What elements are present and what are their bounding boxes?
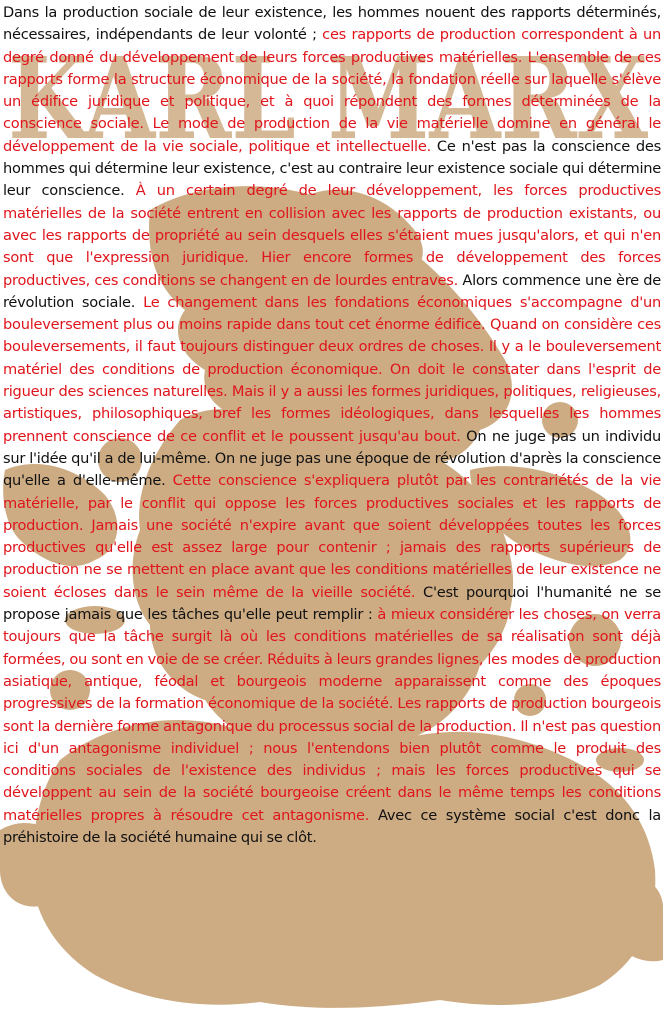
text-segment-red: Le changement dans les fondations économiques s'accompagne d'un bouleversement plus ou moins rapide dans tout cet énorme édifice. Quand on considère ces bouleversements, il faut toujours distinguer deux ordres de choses. Il y a le bouleversement matériel des conditions de production économique. On doit le constater dans l'esprit de rigueur des sciences naturelles. Mais il y a aussi les formes juridiques, politiques, religieuses, artistiques, philosophiques, bref les formes idéologiques, dans lesquelles les hommes prennent conscience de ce conflit et le poussent jusqu'au bout. — [3, 293, 661, 445]
watermark-wordmark: KARL MARX — [8, 34, 649, 165]
text-segment-red: À un certain degré de leur développement, les forces productives matérielles de la société entrent en collision avec les rapports de production existants, ou avec les rapports de propriété au sein desquels elles s'étaient mues jusqu'alors, et qui n'en sont que l'expression juridique. Hier encore formes de développement des forces productives, ces conditions se changent en de lourdes entraves. — [3, 182, 661, 289]
text-segment-black: C'est pourquoi l'humanité ne se propose jamais que les tâches qu'elle peut remplir : — [3, 583, 661, 624]
text-segment-black: Ce n'est pas la conscience des hommes qui détermine leur existence, c'est au contraire leur existence sociale qui détermine leur conscience. — [3, 137, 661, 200]
text-segment-red: ces rapports de production correspondent à un degré donné du développement de leurs forces productives matérielles. L'ensemble de ces rapports forme la structure économique de la société, la fondation réelle sur laquelle s'élève un édifice juridique et politique, et à quoi répondent des formes déterminées de la conscience sociale. Le mode de production de la vie matérielle domine en général le développement de la vie sociale, politique et intellectuelle. — [3, 26, 661, 155]
manifesto-text — [3, 2, 661, 849]
text-segment-red: à mieux considérer les choses, on verra toujours que la tâche surgit là où les conditions matérielles de sa réalisation sont déjà formées, ou sont en voie de se créer. Réduits à leurs grandes lignes, les modes de production asiatique, antique, féodal et bourgeois moderne apparaissent comme des époques progressives de la formation économique de la société. Les rapports de production bourgeois sont la dernière forme antagonique du processus social de la production. Il n'est pas question ici d'un antagonisme individuel ; nous l'entendons bien plutôt comme le produit des conditions sociales de l'existence des individus ; mais les forces productives qui se développent au sein de la société bourgeoise créent dans le même temps les conditions matérielles propres à résoudre cet antagonisme. — [3, 606, 661, 824]
text-segment-red: Cette conscience s'expliquera plutôt par les contrariétés de la vie matérielle, par le conflit qui oppose les forces productives sociales et les rapports de production. Jamais une société n'expire avant que soient développées toutes les forces productives qu'elle est assez large pour contenir ; jamais des rapports supérieurs de production ne se mettent en place avant que les conditions matérielles de leur existence ne soient écloses dans le sein même de la vieille société. — [3, 472, 661, 601]
text-segment-black: Alors commence une ère de révolution sociale. — [3, 271, 661, 311]
text-segment-black: On ne juge pas un individu sur l'idée qu'il a de lui-même. On ne juge pas une époque de révolution d'après la conscience qu'elle a d'elle-même. — [3, 427, 661, 490]
text-segment-black: Dans la production sociale de leur existence, les hommes nouent des rapports déterminés, nécessaires, indépendants de leur volonté ; — [3, 4, 661, 44]
text-segment-black: Avec ce système social c'est donc la préhistoire de la société humaine qui se clôt. — [3, 806, 662, 846]
